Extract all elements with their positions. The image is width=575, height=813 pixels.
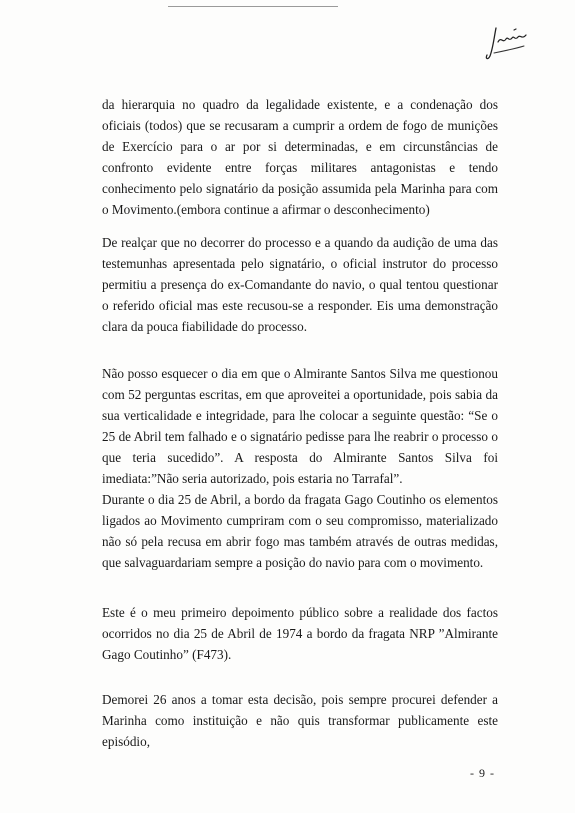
paragraph-text: Durante o dia 25 de Abril, a bordo da fragata Gago Coutinho os elementos ligados ao Movimento cumpriram com o seu compromisso, materializado não só pela recusa em abrir fogo mas também através de outras medidas, que salvaguardariam sempre a posição do navio para com o movimento. xyxy=(102,492,498,570)
paragraph-testimony xyxy=(102,602,498,665)
paragraph-admiral xyxy=(102,363,498,573)
paragraph-process xyxy=(102,232,498,337)
top-rule xyxy=(168,6,338,7)
paragraph-text: Não posso esquecer o dia em que o Almirante Santos Silva me questionou com 52 perguntas escritas, em que aproveitei a oportunidade, pois sabia da sua verticalidade e integridade, para lhe colocar a seguinte questão: “Se o 25 de Abril tem falhado e o signatário pedisse para lhe reabrir o processo o que teria sucedido”. A resposta do Almirante Santos Silva foi imediata:”Não seria autorizado, pois estaria no Tarrafal”. xyxy=(102,366,498,486)
paragraph-hierarchy xyxy=(102,94,498,220)
paragraph-decision xyxy=(102,689,498,752)
paragraph-text: De realçar que no decorrer do processo e a quando da audição de uma das testemunhas apresentada pelo signatário, o oficial instrutor do processo permitiu a presença do ex-Comandante do navio, o qual tentou questionar o referido oficial mas este recusou-se a responder. Eis uma demonstração clara da pouca fiabilidade do processo. xyxy=(102,235,498,334)
paragraph-text: da hierarquia no quadro da legalidade existente, e a condenação dos oficiais (todos) que se recusaram a cumprir a ordem de fogo de munições de Exercício para o ar por si determinadas, e em circunstâncias de confronto evidente entre forças militares antagonistas e tendo conhecimento pelo signatário da posição assumida pela Marinha para com o Movimento.(embora continue a afirmar o desconhecimento) xyxy=(102,97,498,217)
paragraph-text: Este é o meu primeiro depoimento público sobre a realidade dos factos ocorridos no dia 25 de Abril de 1974 a bordo da fragata NRP ”Almirante Gago Coutinho” (F473). xyxy=(102,605,498,662)
paragraph-text: Demorei 26 anos a tomar esta decisão, pois sempre procurei defender a Marinha como instituição e não quis transformar publicamente este episódio, xyxy=(102,692,498,749)
page-number: - 9 - xyxy=(470,766,495,780)
handwritten-initials-icon xyxy=(484,20,534,64)
